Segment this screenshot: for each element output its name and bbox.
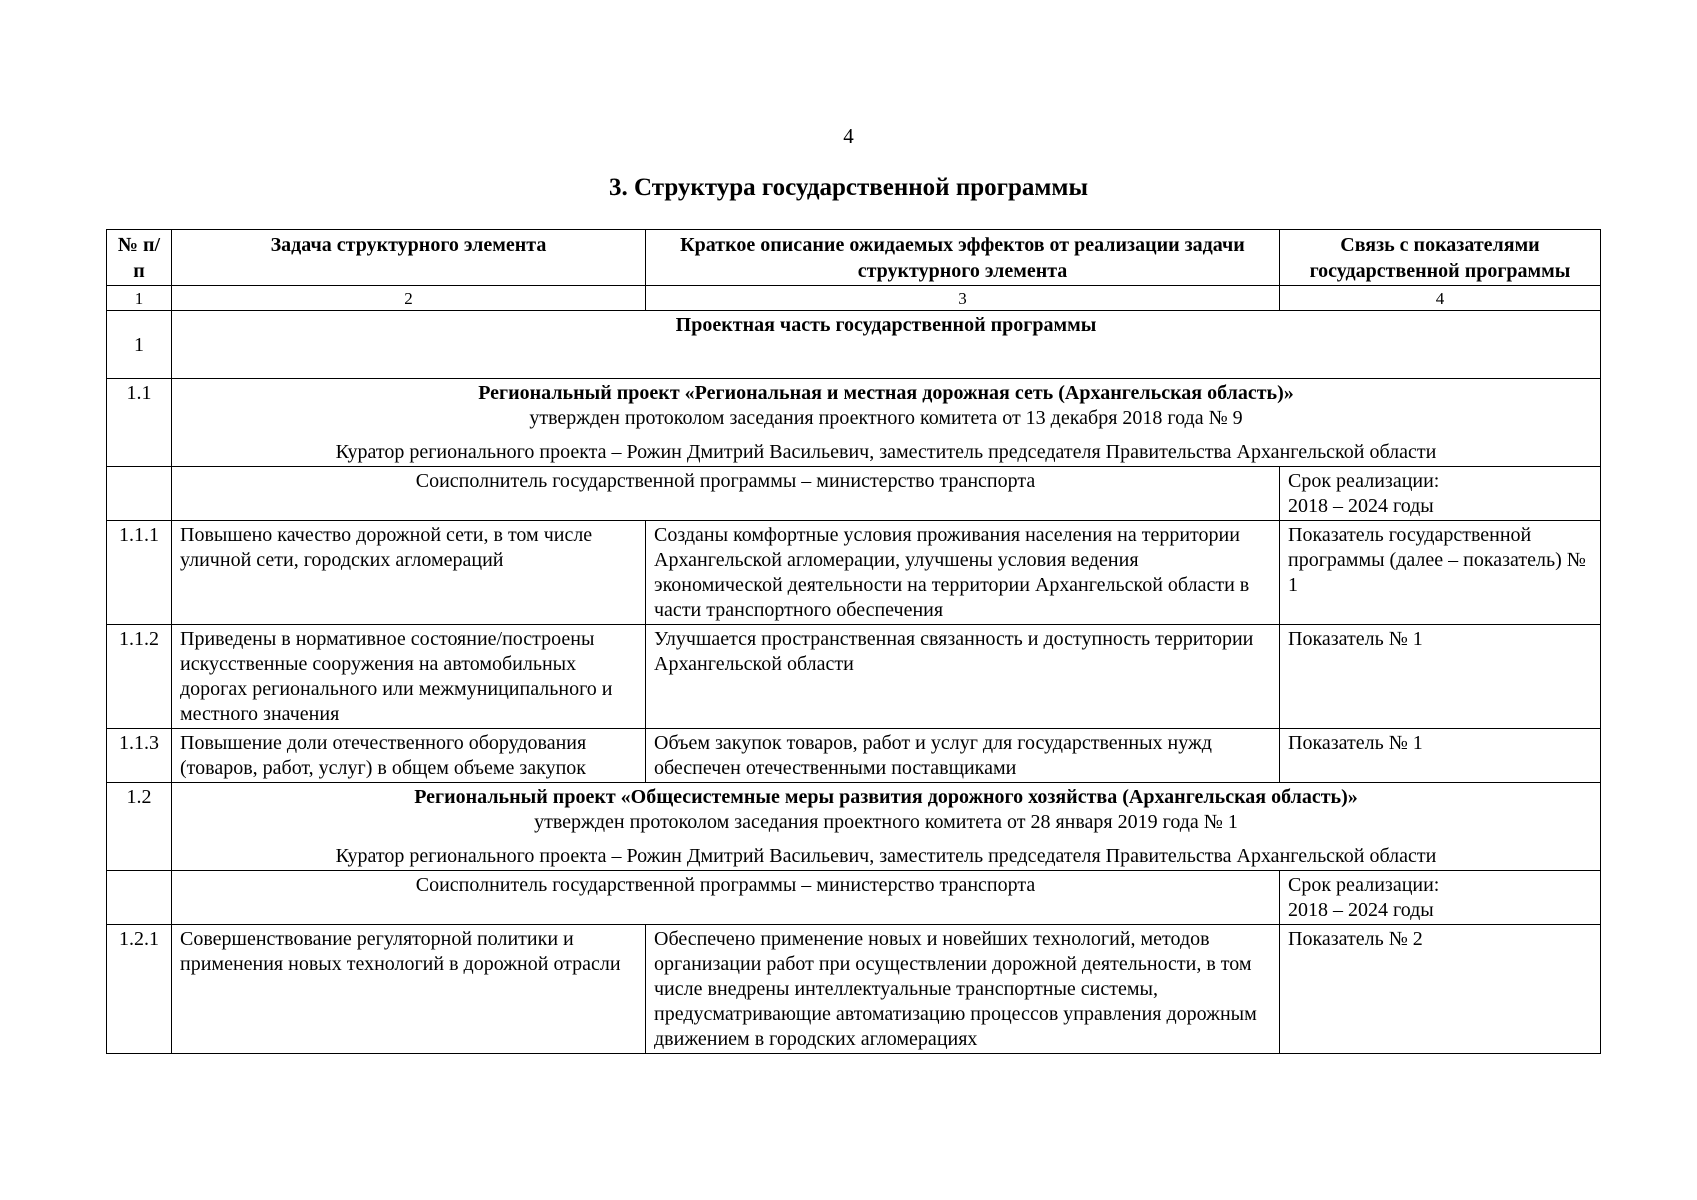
header-task: Задача структурного элемента (172, 230, 646, 286)
task-text: Повышение доли отечественного оборудования (товаров, работ, услуг) в общем объеме закупок (172, 729, 646, 783)
task-num: 1.1.1 (107, 521, 172, 625)
page-title: 3. Структура государственной программы (609, 174, 1088, 201)
project-curator: Куратор регионального проекта – Рожин Дмитрий Васильевич, заместитель председателя Правительства Архангельской области (335, 845, 1437, 867)
project-row (107, 783, 1601, 871)
table-row (107, 925, 1601, 1054)
task-num: 1.1.3 (107, 729, 172, 783)
column-index-3: 3 (646, 286, 1280, 311)
task-num: 1.1.2 (107, 625, 172, 729)
task-text: Приведены в нормативное состояние/построены искусственные сооружения на автомобильных дорогах регионального или межмуниципального и местного значения (172, 625, 646, 729)
coexecutor-row (107, 871, 1601, 925)
column-index-2: 2 (172, 286, 646, 311)
project-title: Региональный проект «Общесистемные меры развития дорожного хозяйства (Архангельская область)» (414, 786, 1358, 808)
table-row (107, 729, 1601, 783)
term-value: 2018 – 2024 годы (1288, 899, 1434, 921)
table-row (107, 521, 1601, 625)
project-num: 1.2 (107, 783, 172, 871)
effect-text: Обеспечено применение новых и новейших технологий, методов организации работ при осуществлении дорожной деятельности, в том числе внедрены интеллектуальные транспортные системы, предусматривающие автоматизацию процессов управления дорожным движением в городских агломерациях (646, 925, 1280, 1054)
part-title: Проектная часть государственной программы (172, 311, 1601, 379)
term-label: Срок реализации: (1288, 470, 1440, 492)
task-text: Совершенствование регуляторной политики и применения новых технологий в дорожной отрасли (172, 925, 646, 1054)
term-cell (1280, 467, 1601, 521)
term-cell (1280, 871, 1601, 925)
project-info (172, 379, 1601, 467)
effect-text: Объем закупок товаров, работ и услуг для государственных нужд обеспечен отечественными поставщиками (646, 729, 1280, 783)
effect-text: Созданы комфортные условия проживания населения на территории Архангельской агломерации, улучшены условия ведения экономической деятельности на территории Архангельской области в части транспортного обеспечения (646, 521, 1280, 625)
link-text: Показатель № 2 (1280, 925, 1601, 1054)
project-approved: утвержден протоколом заседания проектного комитета от 13 декабря 2018 года № 9 (529, 407, 1243, 429)
part-row (107, 311, 1601, 379)
page-number: 4 (843, 124, 854, 148)
table-header-row (107, 230, 1601, 286)
table-row (107, 625, 1601, 729)
effect-text: Улучшается пространственная связанность и доступность территории Архангельской области (646, 625, 1280, 729)
project-title: Региональный проект «Региональная и местная дорожная сеть (Архангельская область)» (478, 382, 1294, 404)
project-curator: Куратор регионального проекта – Рожин Дмитрий Васильевич, заместитель председателя Правительства Архангельской области (335, 441, 1437, 463)
column-index-4: 4 (1280, 286, 1601, 311)
project-info (172, 783, 1601, 871)
project-num: 1.1 (107, 379, 172, 467)
column-index-row (107, 286, 1601, 311)
link-text: Показатель государственной программы (далее – показатель) № 1 (1280, 521, 1601, 625)
link-text: Показатель № 1 (1280, 625, 1601, 729)
header-effects: Краткое описание ожидаемых эффектов от реализации задачи структурного элемента (646, 230, 1280, 286)
project-row (107, 379, 1601, 467)
column-index-1: 1 (107, 286, 172, 311)
task-num: 1.2.1 (107, 925, 172, 1054)
header-link: Связь с показателями государственной программы (1280, 230, 1601, 286)
header-num: № п/п (107, 230, 172, 286)
task-text: Повышено качество дорожной сети, в том числе уличной сети, городских агломераций (172, 521, 646, 625)
coexecutor-row (107, 467, 1601, 521)
part-num: 1 (107, 311, 172, 379)
structure-table (106, 229, 1601, 1054)
project-approved: утвержден протоколом заседания проектного комитета от 28 января 2019 года № 1 (534, 811, 1238, 833)
coexecutor-text: Соисполнитель государственной программы – министерство транспорта (172, 871, 1280, 925)
coexecutor-text: Соисполнитель государственной программы – министерство транспорта (172, 467, 1280, 521)
link-text: Показатель № 1 (1280, 729, 1601, 783)
term-value: 2018 – 2024 годы (1288, 495, 1434, 517)
term-label: Срок реализации: (1288, 874, 1440, 896)
